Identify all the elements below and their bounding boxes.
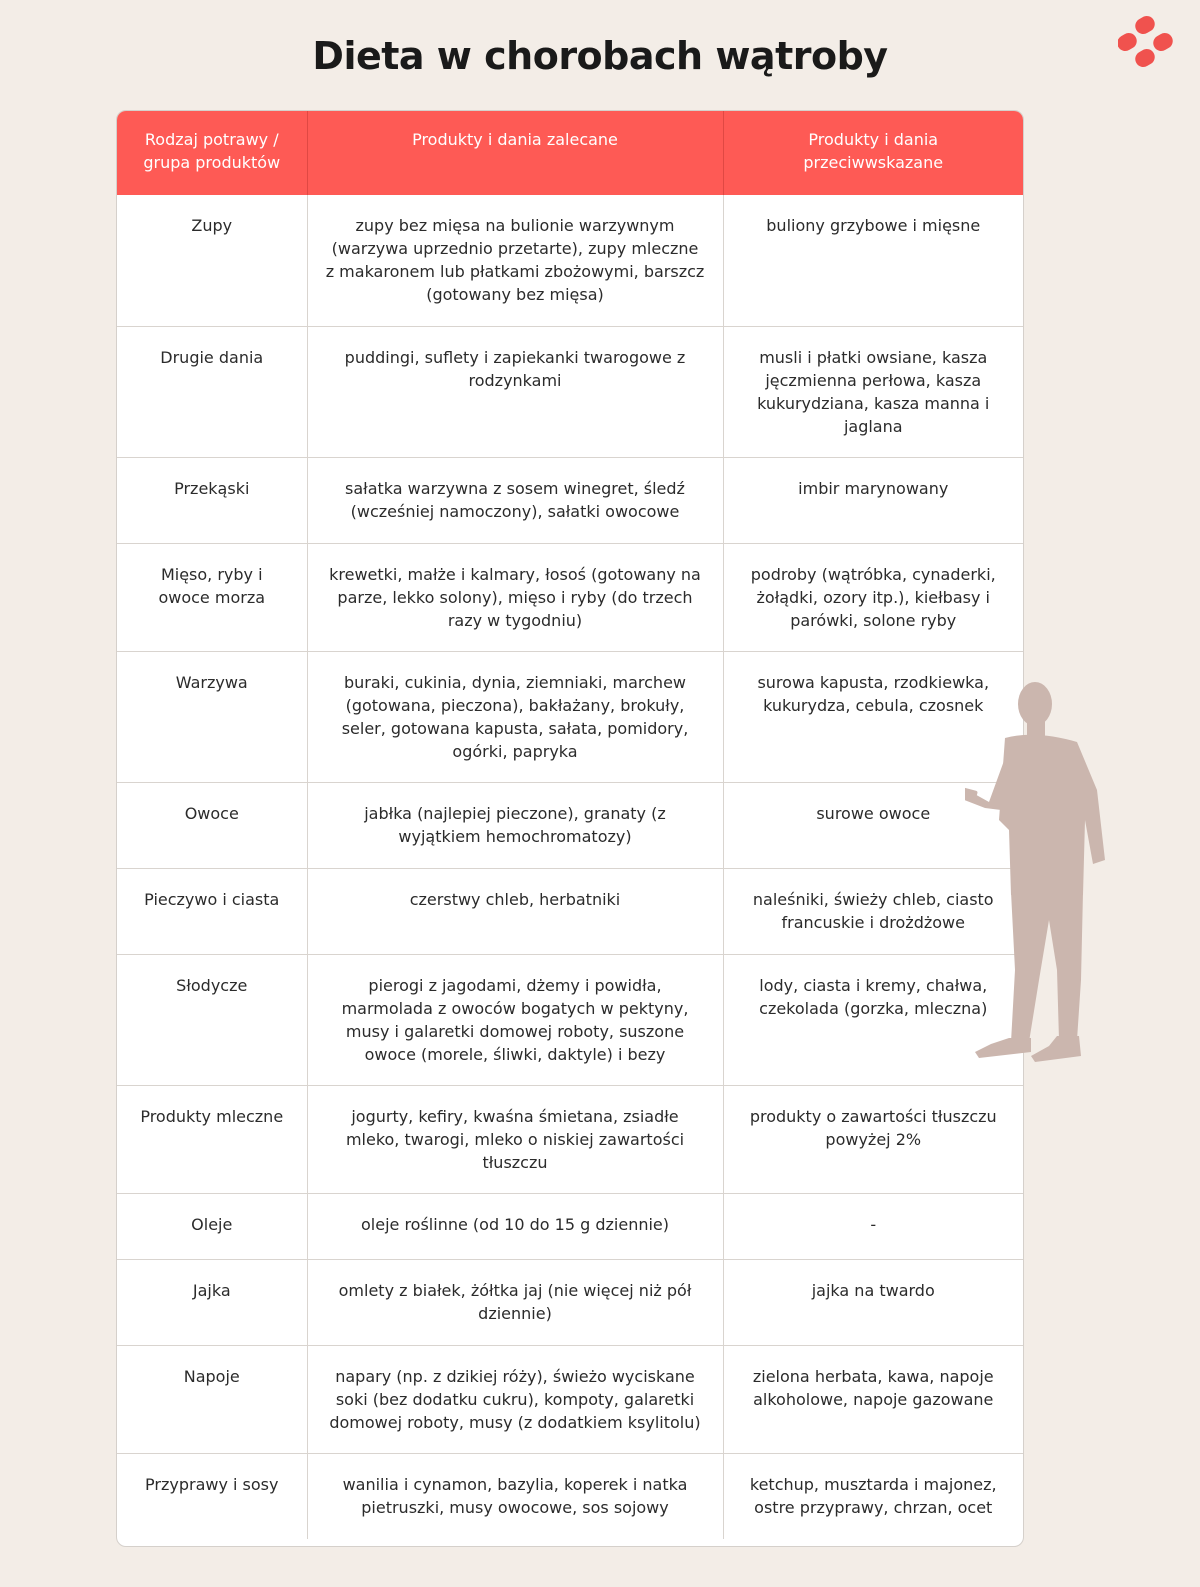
person-silhouette-icon	[965, 680, 1125, 1080]
cell-contraindicated: ketchup, musztarda i majonez, ostre przyprawy, chrzan, ocet	[723, 1453, 1023, 1539]
cell-category: Przekąski	[117, 457, 307, 543]
table-row	[117, 651, 1023, 782]
cell-contraindicated: imbir marynowany	[723, 457, 1023, 543]
table-row	[117, 782, 1023, 868]
table-row	[117, 1193, 1023, 1259]
table-row	[117, 195, 1023, 326]
cell-category: Owoce	[117, 782, 307, 868]
table-header-row	[117, 111, 1023, 195]
page-title: Dieta w chorobach wątroby	[312, 34, 888, 78]
cell-category: Warzywa	[117, 651, 307, 782]
table-row	[117, 326, 1023, 457]
cell-recommended: omlety z białek, żółtka jaj (nie więcej niż pół dziennie)	[307, 1259, 723, 1345]
cell-contraindicated: surowa kapusta, rzodkiewka, kukurydza, cebula, czosnek	[723, 651, 1023, 782]
table-row	[117, 954, 1023, 1085]
cell-contraindicated: podroby (wątróbka, cynaderki, żołądki, ozory itp.), kiełbasy i parówki, solone ryby	[723, 543, 1023, 651]
table-row	[117, 868, 1023, 954]
cell-recommended: zupy bez mięsa na bulionie warzywnym (warzywa uprzednio przetarte), zupy mleczne z makaronem lub płatkami zbożowymi, barszcz (gotowany bez mięsa)	[307, 195, 723, 326]
cell-recommended: puddingi, suflety i zapiekanki twarogowe z rodzynkami	[307, 326, 723, 457]
table-row	[117, 1259, 1023, 1345]
cell-contraindicated: jajka na twardo	[723, 1259, 1023, 1345]
cell-contraindicated: lody, ciasta i kremy, chałwa, czekolada (gorzka, mleczna)	[723, 954, 1023, 1085]
cell-recommended: jabłka (najlepiej pieczone), granaty (z wyjątkiem hemochromatozy)	[307, 782, 723, 868]
brand-logo-icon	[1118, 14, 1178, 68]
cell-contraindicated: -	[723, 1193, 1023, 1259]
cell-category: Słodycze	[117, 954, 307, 1085]
cell-recommended: czerstwy chleb, herbatniki	[307, 868, 723, 954]
header-recommended: Produkty i dania zalecane	[307, 111, 723, 195]
cell-recommended: oleje roślinne (od 10 do 15 g dziennie)	[307, 1193, 723, 1259]
cell-category: Mięso, ryby i owoce morza	[117, 543, 307, 651]
cell-category: Jajka	[117, 1259, 307, 1345]
diet-table	[116, 110, 1024, 1547]
cell-contraindicated: buliony grzybowe i mięsne	[766, 216, 981, 235]
cell-category: Produkty mleczne	[117, 1085, 307, 1193]
table-row	[117, 1453, 1023, 1539]
cell-contraindicated: surowe owoce	[723, 782, 1023, 868]
cell-contraindicated: produkty o zawartości tłuszczu powyżej 2%	[723, 1085, 1023, 1193]
cell-contraindicated: zielona herbata, kawa, napoje alkoholowe, napoje gazowane	[723, 1345, 1023, 1453]
cell-category: Pieczywo i ciasta	[117, 868, 307, 954]
cell-category: Napoje	[117, 1345, 307, 1453]
table-row	[117, 1345, 1023, 1453]
cell-contraindicated: naleśniki, świeży chleb, ciasto francuskie i drożdżowe	[723, 868, 1023, 954]
cell-recommended: sałatka warzywna z sosem winegret, śledź (wcześniej namoczony), sałatki owocowe	[307, 457, 723, 543]
cell-recommended: napary (np. z dzikiej róży), świeżo wyciskane soki (bez dodatku cukru), kompoty, galaretki domowej roboty, musy (z dodatkiem ksylitolu)	[307, 1345, 723, 1453]
header-contraindicated: Produkty i dania przeciwwskazane	[723, 111, 1023, 195]
cell-recommended: krewetki, małże i kalmary, łosoś (gotowany na parze, lekko solony), mięso i ryby (do trzech razy w tygodniu)	[307, 543, 723, 651]
table-row	[117, 457, 1023, 543]
header-category: Rodzaj potrawy / grupa produktów	[117, 111, 307, 195]
cell-recommended: wanilia i cynamon, bazylia, koperek i natka pietruszki, musy owocowe, sos sojowy	[307, 1453, 723, 1539]
cell-category: Przyprawy i sosy	[117, 1453, 307, 1539]
cell-category: Zupy	[117, 195, 307, 326]
table-row	[117, 543, 1023, 651]
cell-contraindicated: musli i płatki owsiane, kasza jęczmienna perłowa, kasza kukurydziana, kasza manna i jaglana	[723, 326, 1023, 457]
cell-recommended: buraki, cukinia, dynia, ziemniaki, marchew (gotowana, pieczona), bakłażany, brokuły, seler, gotowana kapusta, sałata, pomidory, ogórki, papryka	[307, 651, 723, 782]
cell-category: Drugie dania	[117, 326, 307, 457]
cell-category: Oleje	[117, 1193, 307, 1259]
cell-recommended: jogurty, kefiry, kwaśna śmietana, zsiadłe mleko, twarogi, mleko o niskiej zawartości tłuszczu	[307, 1085, 723, 1193]
cell-recommended: pierogi z jagodami, dżemy i powidła, marmolada z owoców bogatych w pektyny, musy i galaretki domowej roboty, suszone owoce (morele, śliwki, daktyle) i bezy	[307, 954, 723, 1085]
table-row	[117, 1085, 1023, 1193]
